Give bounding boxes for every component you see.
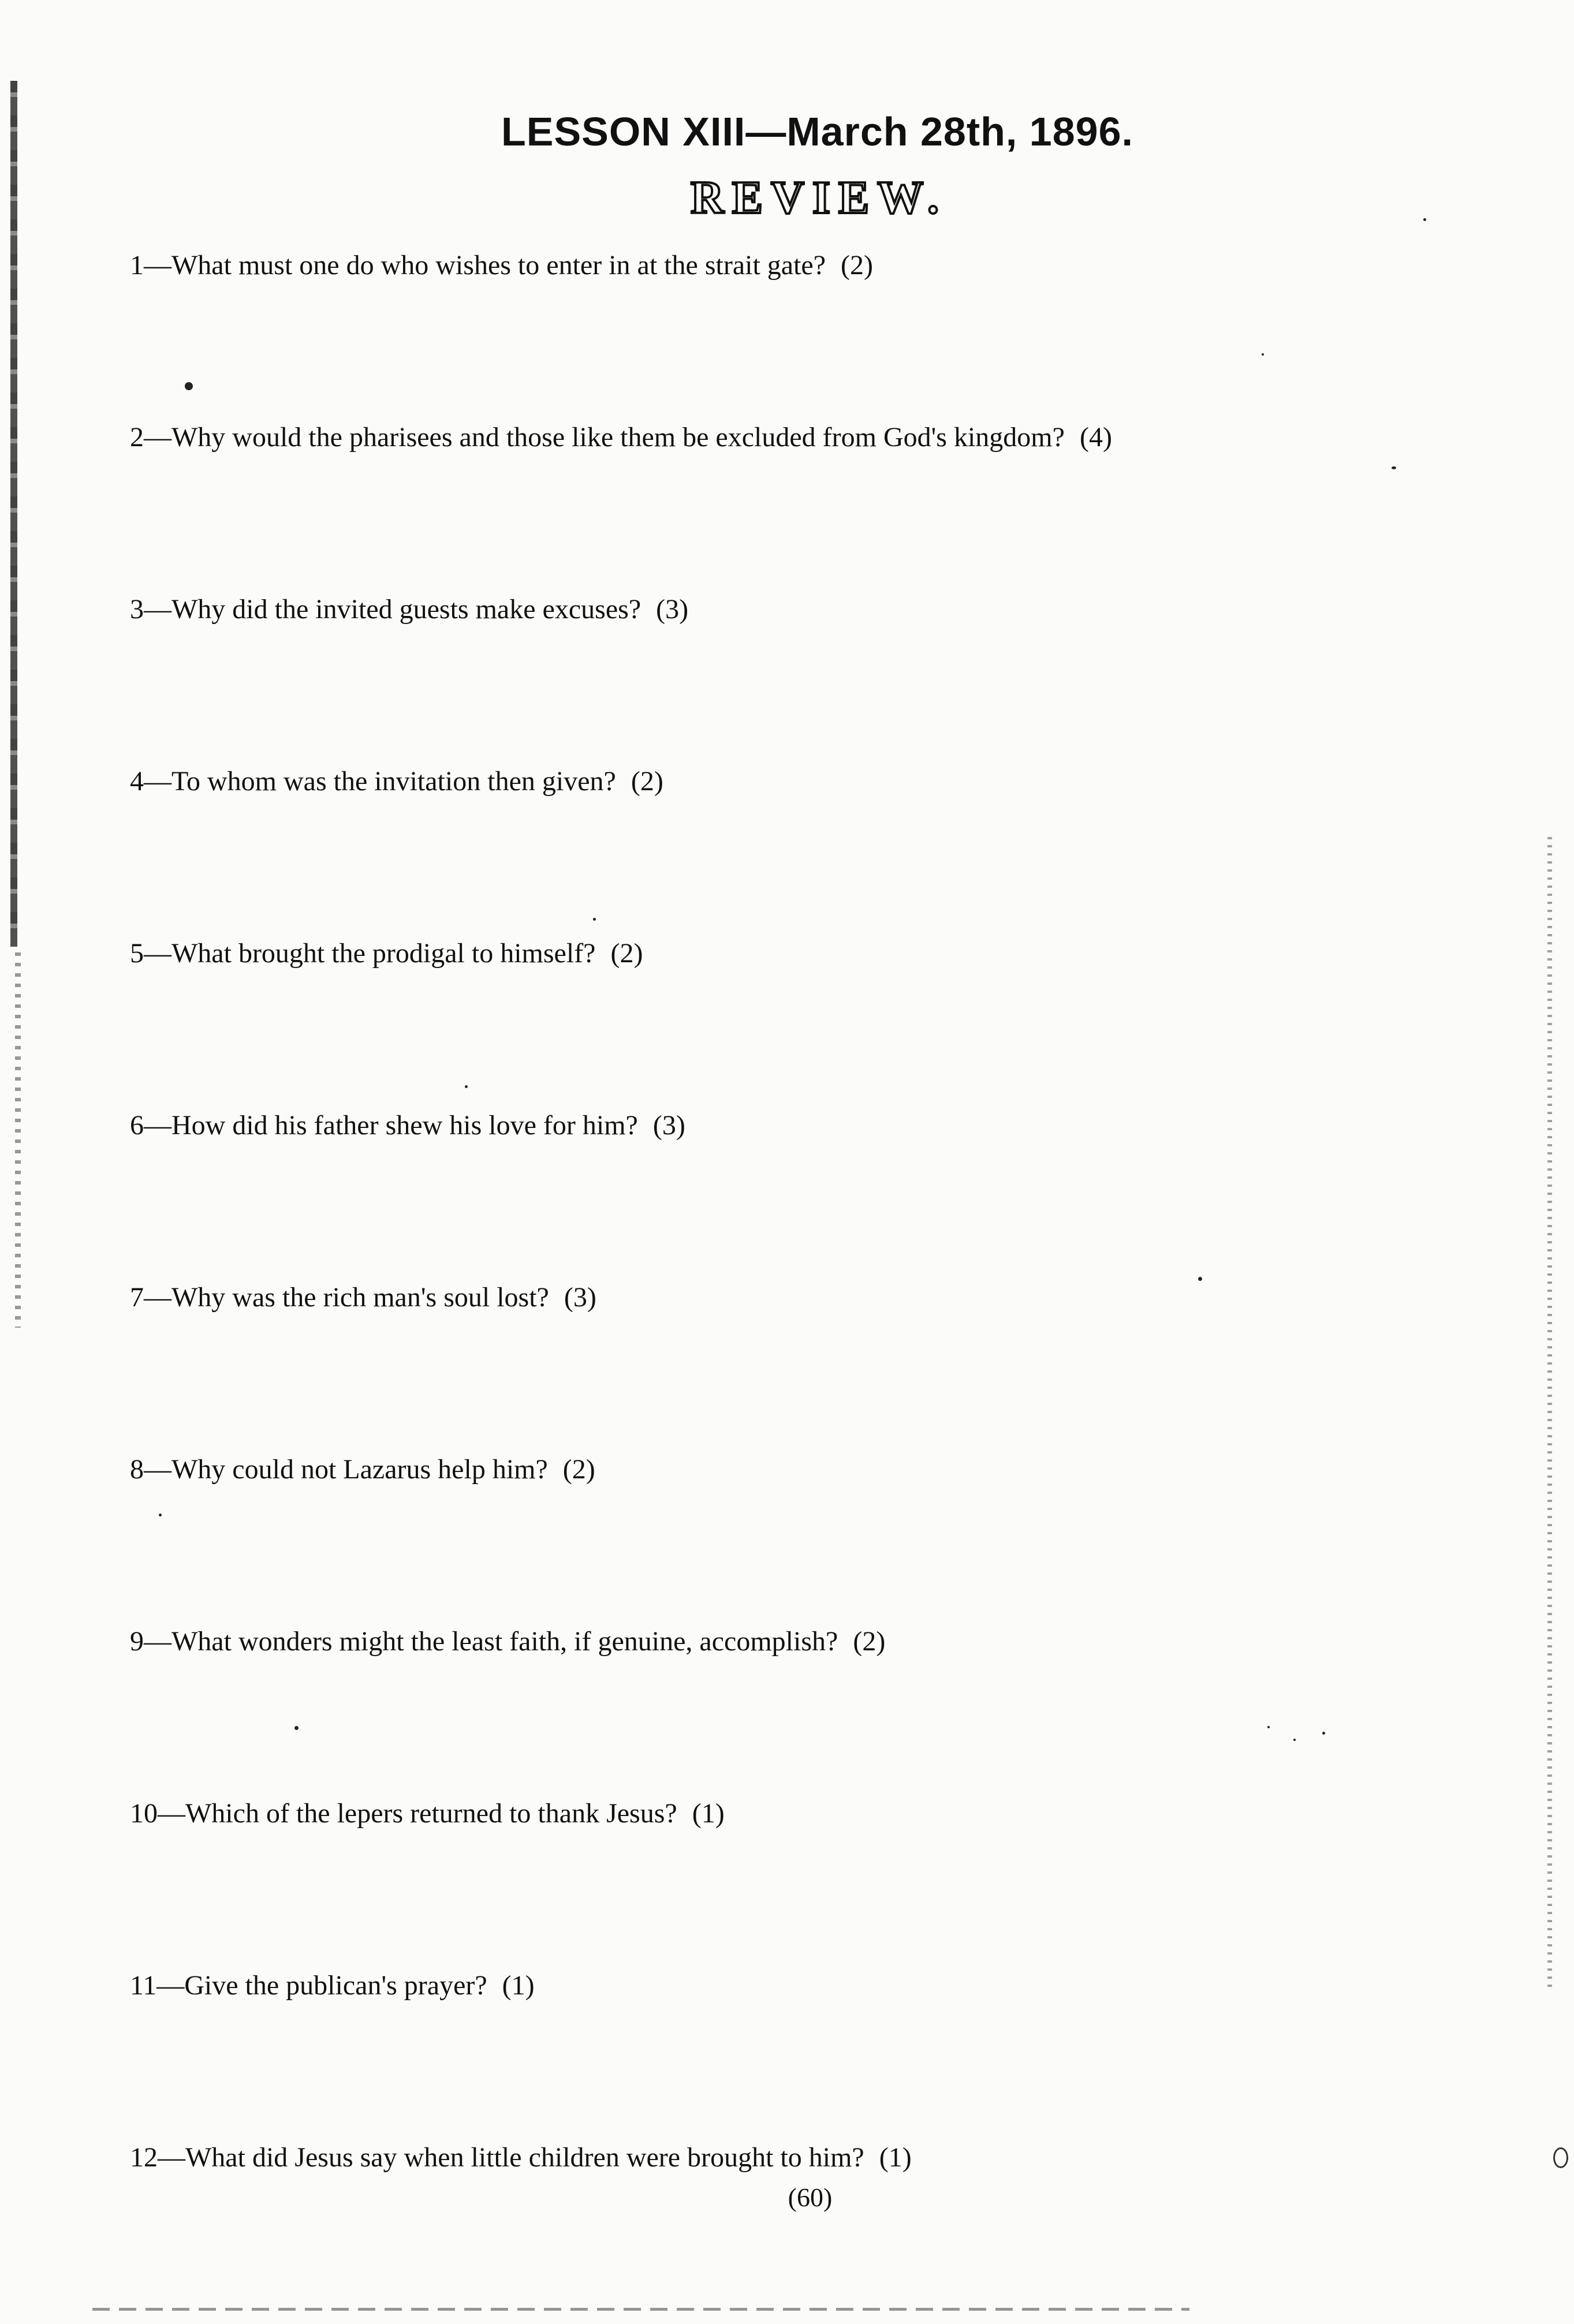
- ink-speck: [159, 1514, 162, 1516]
- bottom-edge-specks: [92, 2308, 1189, 2311]
- question-number: 4: [130, 766, 144, 797]
- question-number: 9: [130, 1626, 144, 1657]
- question-text: What wonders might the least faith, if genuine, accomplish?: [171, 1626, 838, 1657]
- question-item: [130, 1454, 595, 1485]
- question-text: Why would the pharisees and those like them be excluded from God's kingdom?: [171, 422, 1065, 453]
- question-text: To whom was the invitation then given?: [171, 766, 616, 797]
- question-item: [130, 593, 688, 625]
- question-text: Why could not Lazarus help him?: [171, 1454, 548, 1485]
- ink-speck: [1322, 1732, 1325, 1735]
- question-item: [130, 1281, 596, 1313]
- question-separator: —: [156, 1970, 185, 2001]
- question-text: What brought the prodigal to himself?: [171, 938, 596, 969]
- question-marks: (1): [692, 1798, 725, 1829]
- question-number: 5: [130, 938, 144, 969]
- question-text: Why did the invited guests make excuses?: [171, 594, 641, 625]
- question-separator: —: [144, 1626, 171, 1657]
- binding-edge-specks: [15, 952, 21, 1328]
- question-text: What did Jesus say when little children were brought to him?: [185, 2142, 864, 2173]
- question-marks: (3): [652, 1110, 685, 1141]
- question-number: 7: [130, 1282, 144, 1313]
- question-number: 6: [130, 1110, 144, 1141]
- question-separator: —: [144, 594, 171, 625]
- question-item: [130, 1798, 725, 1829]
- ink-speck: [465, 1085, 468, 1088]
- ink-speck: [1293, 1739, 1296, 1741]
- question-marks: (3): [656, 594, 689, 625]
- question-separator: —: [144, 1454, 171, 1485]
- page-number: (60): [788, 2183, 833, 2212]
- ink-speck: [1553, 2147, 1568, 2168]
- question-item: [130, 1970, 535, 2001]
- ink-speck: [1267, 1726, 1270, 1728]
- review-heading: REVIEW.: [690, 173, 948, 223]
- question-number: 2: [130, 422, 144, 453]
- question-item: [130, 1626, 885, 1657]
- question-marks: (3): [564, 1282, 596, 1313]
- question-text: Give the publican's prayer?: [184, 1970, 487, 2001]
- question-marks: (4): [1079, 422, 1112, 453]
- question-marks: (2): [562, 1454, 595, 1485]
- question-separator: —: [158, 2142, 185, 2173]
- question-text: Which of the lepers returned to thank Jesus?: [185, 1798, 677, 1829]
- question-text: What must one do who wishes to enter in at the strait gate?: [171, 250, 826, 281]
- question-number: 1: [130, 250, 144, 281]
- question-separator: —: [144, 1282, 171, 1313]
- ink-speck: [593, 918, 596, 921]
- ink-speck: [1262, 353, 1264, 356]
- question-number: 8: [130, 1454, 144, 1485]
- ink-speck: [1198, 1277, 1202, 1281]
- question-number: 3: [130, 594, 144, 625]
- question-marks: (1): [502, 1970, 535, 2001]
- question-separator: —: [158, 1798, 185, 1829]
- question-item: [130, 2142, 912, 2173]
- ink-speck: [185, 382, 193, 390]
- question-text: How did his father shew his love for him?: [171, 1110, 638, 1141]
- question-number: 11: [130, 1970, 157, 2001]
- question-separator: —: [144, 938, 171, 969]
- question-marks: (2): [841, 250, 874, 281]
- lesson-title: LESSON XIII—March 28th, 1896.: [501, 109, 1133, 154]
- question-item: [130, 937, 643, 969]
- question-separator: —: [144, 1110, 171, 1141]
- question-marks: (2): [610, 938, 643, 969]
- question-text: Why was the rich man's soul lost?: [171, 1282, 549, 1313]
- question-item: [130, 765, 663, 797]
- question-separator: —: [144, 422, 171, 453]
- question-marks: (2): [853, 1626, 886, 1657]
- question-marks: (1): [879, 2142, 912, 2173]
- question-number: 10: [130, 1798, 158, 1829]
- question-marks: (2): [631, 766, 663, 797]
- ink-speck: [1423, 218, 1426, 221]
- right-edge-specks: [1547, 837, 1552, 1992]
- question-separator: —: [144, 250, 171, 281]
- question-item: [130, 1109, 685, 1141]
- question-item: [130, 249, 873, 281]
- question-item: [130, 421, 1112, 453]
- question-number: 12: [130, 2142, 158, 2173]
- question-separator: —: [144, 766, 171, 797]
- ink-speck: [1392, 466, 1396, 469]
- ink-speck: [294, 1726, 299, 1730]
